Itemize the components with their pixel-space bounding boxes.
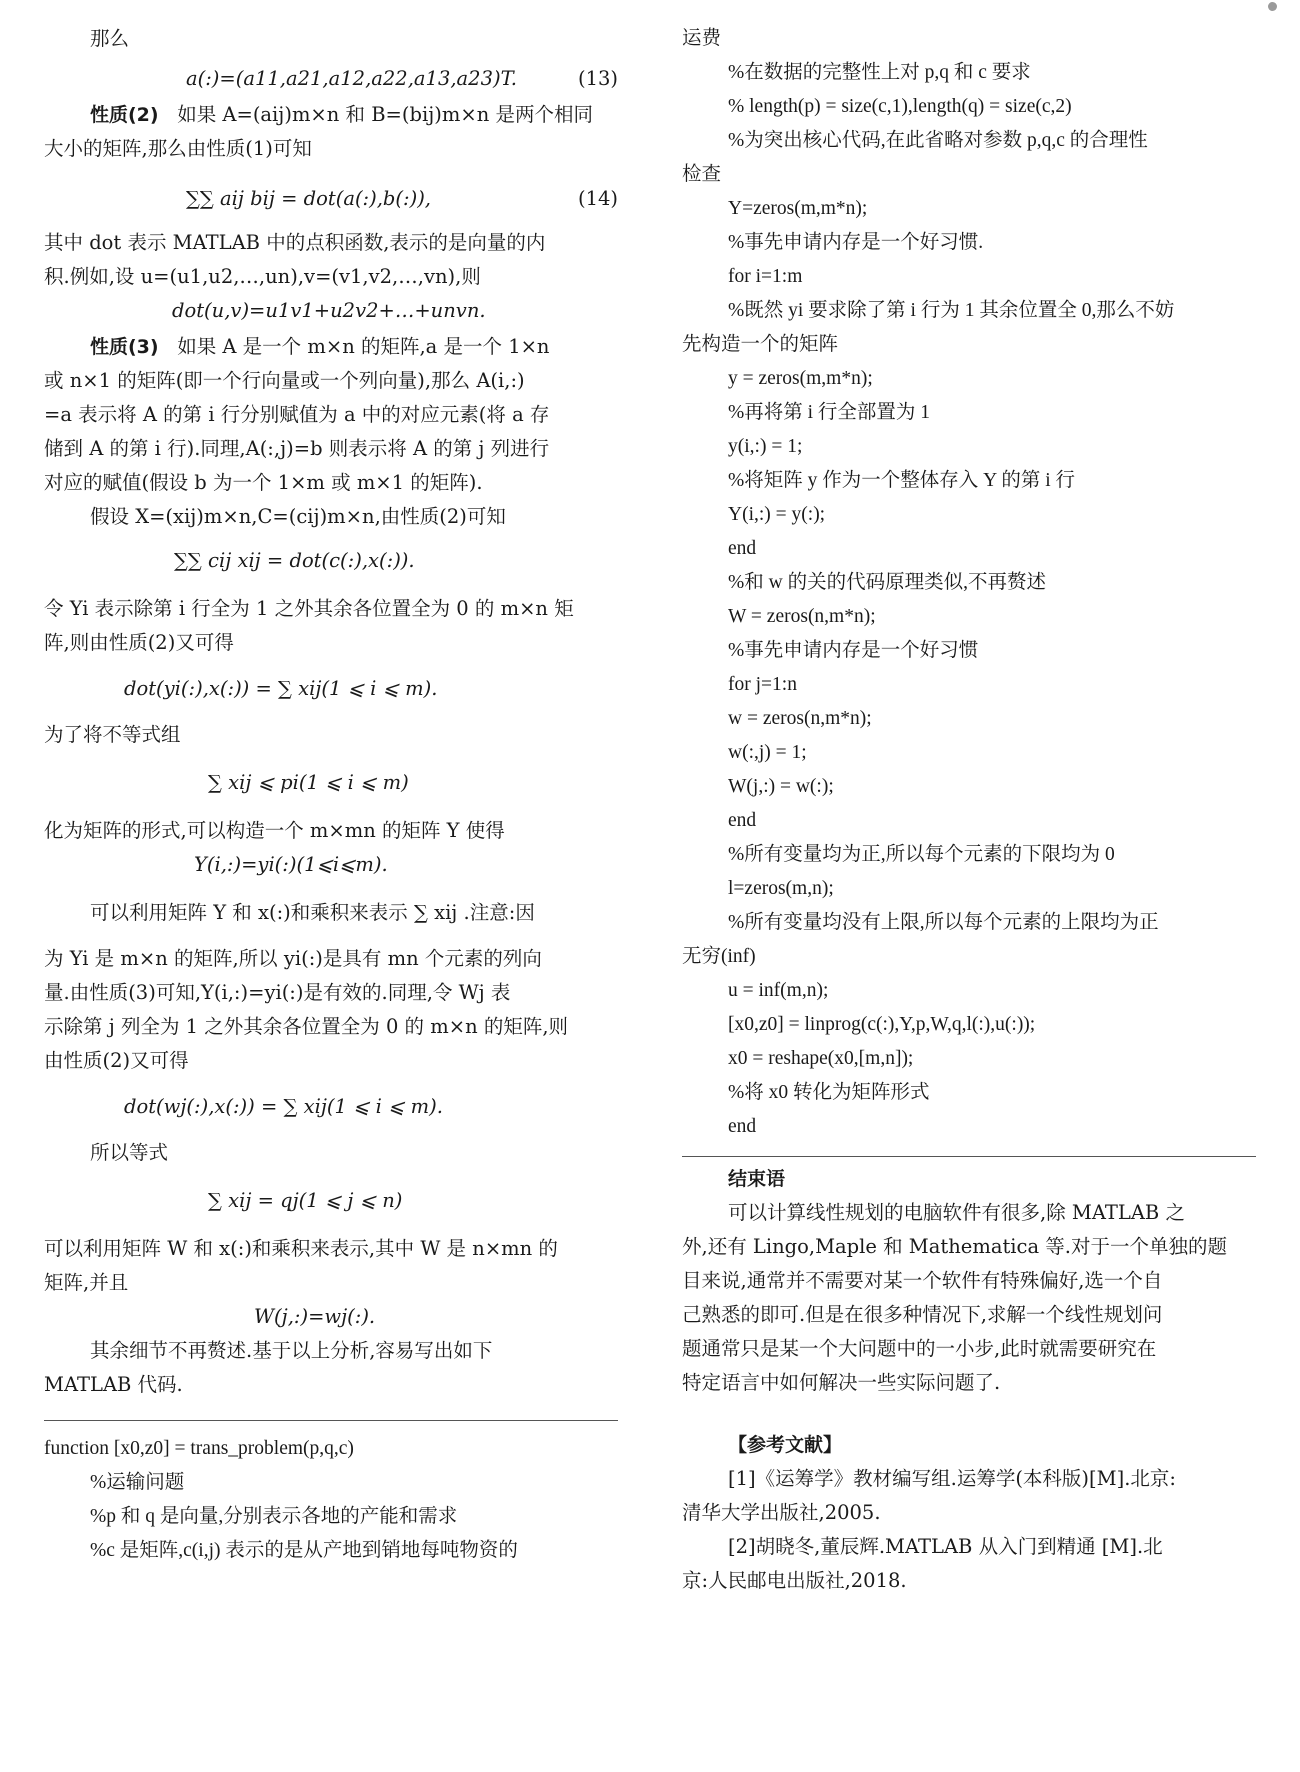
reference-item: 京:人民邮电出版社,2018.: [682, 1569, 907, 1592]
code-line: %既然 yi 要求除了第 i 行为 1 其余位置全 0,那么不妨: [728, 300, 1175, 321]
code-line: x0 = reshape(x0,[m,n]);: [728, 1048, 914, 1069]
code-line: 无穷(inf): [682, 946, 756, 967]
code-line: 先构造一个的矩阵: [682, 334, 839, 355]
text-line: 目来说,通常并不需要对某一个软件有特殊偏好,选一个自: [682, 1269, 1163, 1292]
property-2: 性质(2) 如果 A=(aij)m×n 和 B=(bij)m×n 是两个相同: [90, 103, 593, 126]
equation-number: (14): [577, 187, 618, 210]
code-line: end: [728, 538, 757, 559]
equation-Y: Y(i,:)=yi(:)(1⩽i⩽m).: [194, 853, 388, 876]
scroll-indicator[interactable]: [1268, 2, 1277, 11]
code-line: Y=zeros(m,m*n);: [728, 198, 868, 219]
code-line: 运费: [682, 28, 722, 49]
code-line: w = zeros(n,m*n);: [728, 708, 872, 729]
code-line: %为突出核心代码,在此省略对参数 p,q,c 的合理性: [728, 130, 1148, 151]
code-line: for j=1:n: [728, 674, 797, 695]
text-line: 阵,则由性质(2)又可得: [44, 631, 234, 654]
text-line: 大小的矩阵,那么由性质(1)可知: [44, 137, 312, 160]
code-line: y(i,:) = 1;: [728, 436, 803, 457]
text-line: 积.例如,设 u=(u1,u2,…,un),v=(v1,v2,…,vn),则: [44, 265, 481, 288]
text-line: 己熟悉的即可.但是在很多种情况下,求解一个线性规划问: [682, 1303, 1163, 1326]
code-line: end: [728, 810, 757, 831]
equation-dot-w: dot(wj(:),x(:)) = ∑ xij(1 ⩽ i ⩽ m).: [124, 1095, 443, 1118]
references-heading: 【参考文献】: [728, 1434, 843, 1456]
code-line: [x0,z0] = linprog(c(:),Y,p,W,q,l(:),u(:));: [728, 1014, 1036, 1035]
code-line: %再将第 i 行全部置为 1: [728, 402, 931, 423]
text-line: 题通常只是某一个大问题中的一小步,此时就需要研究在: [682, 1337, 1157, 1360]
section-divider: [682, 1156, 1256, 1157]
text-line: 那么: [90, 27, 130, 50]
code-line: % length(p) = size(c,1),length(q) = size(c,2): [728, 96, 1072, 117]
code-line: w(:,j) = 1;: [728, 742, 807, 763]
code-line: %和 w 的关的代码原理类似,不再赘述: [728, 572, 1046, 593]
text-line: 储到 A 的第 i 行).同理,A(:,j)=b 则表示将 A 的第 j 列进行: [44, 437, 550, 460]
code-line: l=zeros(m,n);: [728, 878, 834, 899]
text-line: 特定语言中如何解决一些实际问题了.: [682, 1371, 1001, 1394]
code-line: end: [728, 1116, 757, 1137]
code-line: y = zeros(m,m*n);: [728, 368, 873, 389]
text-line: 为 Yi 是 m×n 的矩阵,所以 yi(:)是具有 mn 个元素的列向: [44, 947, 542, 970]
code-line: W = zeros(n,m*n);: [728, 606, 876, 627]
code-line: %c 是矩阵,c(i,j) 表示的是从产地到销地每吨物资的: [90, 1540, 518, 1561]
code-line: %将矩阵 y 作为一个整体存入 Y 的第 i 行: [728, 470, 1076, 491]
reference-item: [2]胡晓冬,董辰辉.MATLAB 从入门到精通 [M].北: [728, 1535, 1163, 1558]
text-line: 令 Yi 表示除第 i 行全为 1 之外其余各位置全为 0 的 m×n 矩: [44, 597, 574, 620]
text-line: 示除第 j 列全为 1 之外其余各位置全为 0 的 m×n 的矩阵,则: [44, 1015, 569, 1038]
text-line: 为了将不等式组: [44, 723, 181, 746]
code-line: for i=1:m: [728, 266, 803, 287]
text-line: 可以计算线性规划的电脑软件有很多,除 MATLAB 之: [728, 1201, 1185, 1224]
reference-item: [1]《运筹学》教材编写组.运筹学(本科版)[M].北京:: [728, 1467, 1176, 1490]
equation-inequality: ∑ xij ⩽ pi(1 ⩽ i ⩽ m): [208, 771, 409, 794]
text-line: 其余细节不再赘述.基于以上分析,容易写出如下: [90, 1339, 493, 1362]
property-label: 性质(2): [90, 104, 159, 126]
text-line: 假设 X=(xij)m×n,C=(cij)m×n,由性质(2)可知: [90, 505, 506, 528]
equation-13: a(:)=(a11,a21,a12,a22,a13,a23)T.: [186, 67, 517, 90]
text-line: 所以等式: [90, 1141, 169, 1164]
code-line: %所有变量均为正,所以每个元素的下限均为 0: [728, 844, 1115, 865]
text-line: 可以利用矩阵 W 和 x(:)和乘积来表示,其中 W 是 n×mn 的: [44, 1237, 558, 1260]
text-line: 矩阵,并且: [44, 1271, 129, 1294]
code-line: %所有变量均没有上限,所以每个元素的上限均为正: [728, 912, 1159, 933]
code-line: Y(i,:) = y(:);: [728, 504, 826, 525]
equation-W: W(j,:)=wj(:).: [254, 1305, 376, 1328]
code-line: %p 和 q 是向量,分别表示各地的产能和需求: [90, 1506, 458, 1527]
reference-item: 清华大学出版社,2005.: [682, 1501, 881, 1524]
equation-dot-y: dot(yi(:),x(:)) = ∑ xij(1 ⩽ i ⩽ m).: [124, 677, 438, 700]
code-line: u = inf(m,n);: [728, 980, 829, 1001]
equation-number: (13): [577, 67, 618, 90]
code-line: W(j,:) = w(:);: [728, 776, 834, 797]
text-line: 其中 dot 表示 MATLAB 中的点积函数,表示的是向量的内: [44, 231, 546, 254]
code-line: %事先申请内存是一个好习惯.: [728, 232, 984, 253]
code-line: %事先申请内存是一个好习惯: [728, 640, 979, 661]
code-line: function [x0,z0] = trans_problem(p,q,c): [44, 1438, 354, 1459]
text-line: 化为矩阵的形式,可以构造一个 m×mn 的矩阵 Y 使得: [44, 819, 505, 842]
text-line: 或 n×1 的矩阵(即一个行向量或一个列向量),那么 A(i,:): [44, 369, 525, 392]
code-line: %运输问题: [90, 1472, 185, 1493]
text-line: =a 表示将 A 的第 i 行分别赋值为 a 中的对应元素(将 a 存: [44, 403, 550, 426]
text-line: 对应的赋值(假设 b 为一个 1×m 或 m×1 的矩阵).: [44, 471, 483, 494]
text-line: 可以利用矩阵 Y 和 x(:)和乘积来表示 ∑ xij .注意:因: [90, 901, 535, 924]
text-line: 由性质(2)又可得: [44, 1049, 189, 1072]
property-3: 性质(3) 如果 A 是一个 m×n 的矩阵,a 是一个 1×n: [90, 335, 550, 358]
section-heading: 结束语: [728, 1168, 786, 1190]
equation-sum-cx: ∑∑ cij xij = dot(c(:),x(:)).: [174, 549, 415, 572]
code-line: 检查: [682, 164, 722, 185]
code-line: %在数据的完整性上对 p,q 和 c 要求: [728, 62, 1031, 83]
text-line: MATLAB 代码.: [44, 1373, 183, 1396]
equation-equality: ∑ xij = qj(1 ⩽ j ⩽ n): [208, 1189, 403, 1212]
text-line: 量.由性质(3)可知,Y(i,:)=yi(:)是有效的.同理,令 Wj 表: [44, 981, 511, 1004]
section-divider: [44, 1420, 618, 1421]
property-label: 性质(3): [90, 336, 159, 358]
equation-14: ∑∑ aij bij = dot(a(:),b(:)),: [186, 187, 431, 210]
code-line: %将 x0 转化为矩阵形式: [728, 1082, 930, 1103]
text-line: 外,还有 Lingo,Maple 和 Mathematica 等.对于一个单独的题: [682, 1235, 1227, 1258]
equation-dot: dot(u,v)=u1v1+u2v2+…+unvn.: [172, 299, 486, 322]
